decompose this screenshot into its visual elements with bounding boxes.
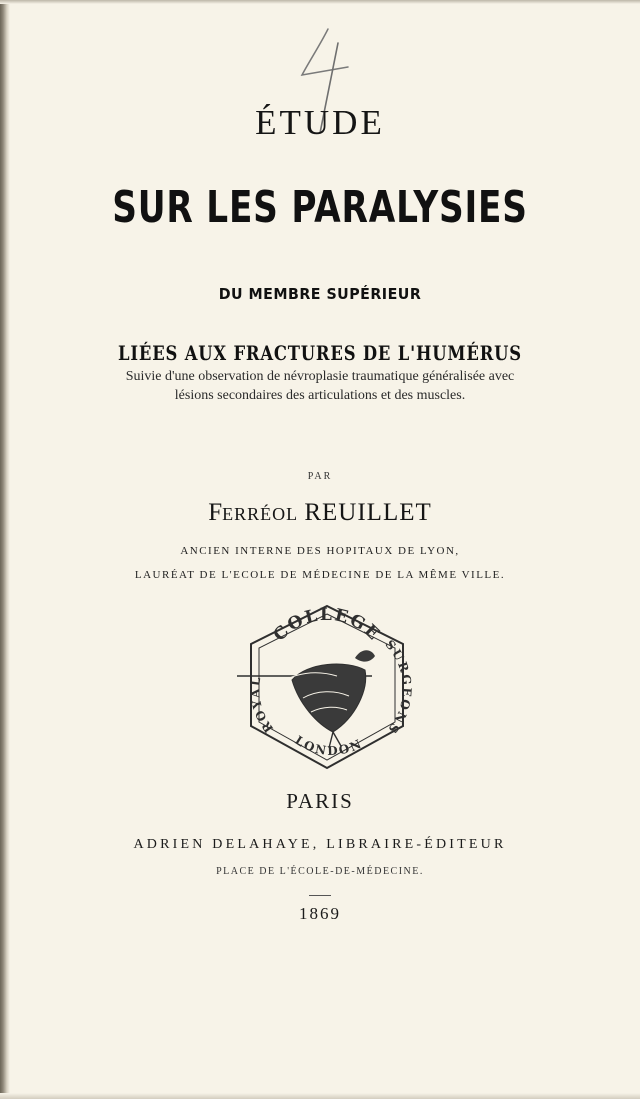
page-bottom-edge	[0, 1093, 640, 1099]
author-first-initial: F	[208, 499, 223, 526]
heading-etude: ÉTUDE	[255, 103, 385, 142]
svg-text:SURGEONS	[382, 637, 414, 737]
main-title: SUR LES PARALYSIES	[112, 182, 528, 233]
description	[0, 367, 640, 405]
publisher-address: PLACE DE L'ÉCOLE-DE-MÉDECINE.	[216, 866, 424, 877]
library-stamp	[237, 600, 417, 775]
by-label: PAR	[307, 471, 333, 482]
stamp-bottom-text: LONDON	[292, 733, 366, 758]
description-line-2: lésions secondaires des articulations et des muscles.	[174, 388, 466, 403]
author-name	[0, 499, 640, 527]
credentials-line-2: LAURÉAT DE L'ECOLE DE MÉDECINE DE LA MÊME VILLE.	[134, 569, 506, 581]
credentials-line-1: ANCIEN INTERNE DES HOPITAUX DE LYON,	[180, 545, 460, 557]
divider-rule	[309, 895, 331, 896]
page-top-edge	[0, 0, 640, 4]
publisher: ADRIEN DELAHAYE, LIBRAIRE-ÉDITEUR	[133, 837, 507, 852]
subtitle-line-2: LIÉES AUX FRACTURES DE L'HUMÉRUS	[118, 341, 522, 365]
subtitle-line-1: DU MEMBRE SUPÉRIEUR	[218, 285, 422, 303]
author-last-name: REUILLET	[304, 499, 432, 526]
description-line-1: Suivie d'une observation de névroplasie traumatique généralisée avec	[125, 369, 515, 384]
stamp-top-text: COLLEGE	[269, 604, 385, 646]
stamp-right-text: SURGEONS	[382, 637, 415, 738]
publication-city: PARIS	[286, 789, 354, 813]
stamp-left-text: ROYAL	[248, 674, 277, 736]
author-credentials	[0, 539, 640, 587]
author-first-rest: ERRÉOL	[222, 504, 299, 524]
publication-year: 1869	[299, 904, 341, 923]
